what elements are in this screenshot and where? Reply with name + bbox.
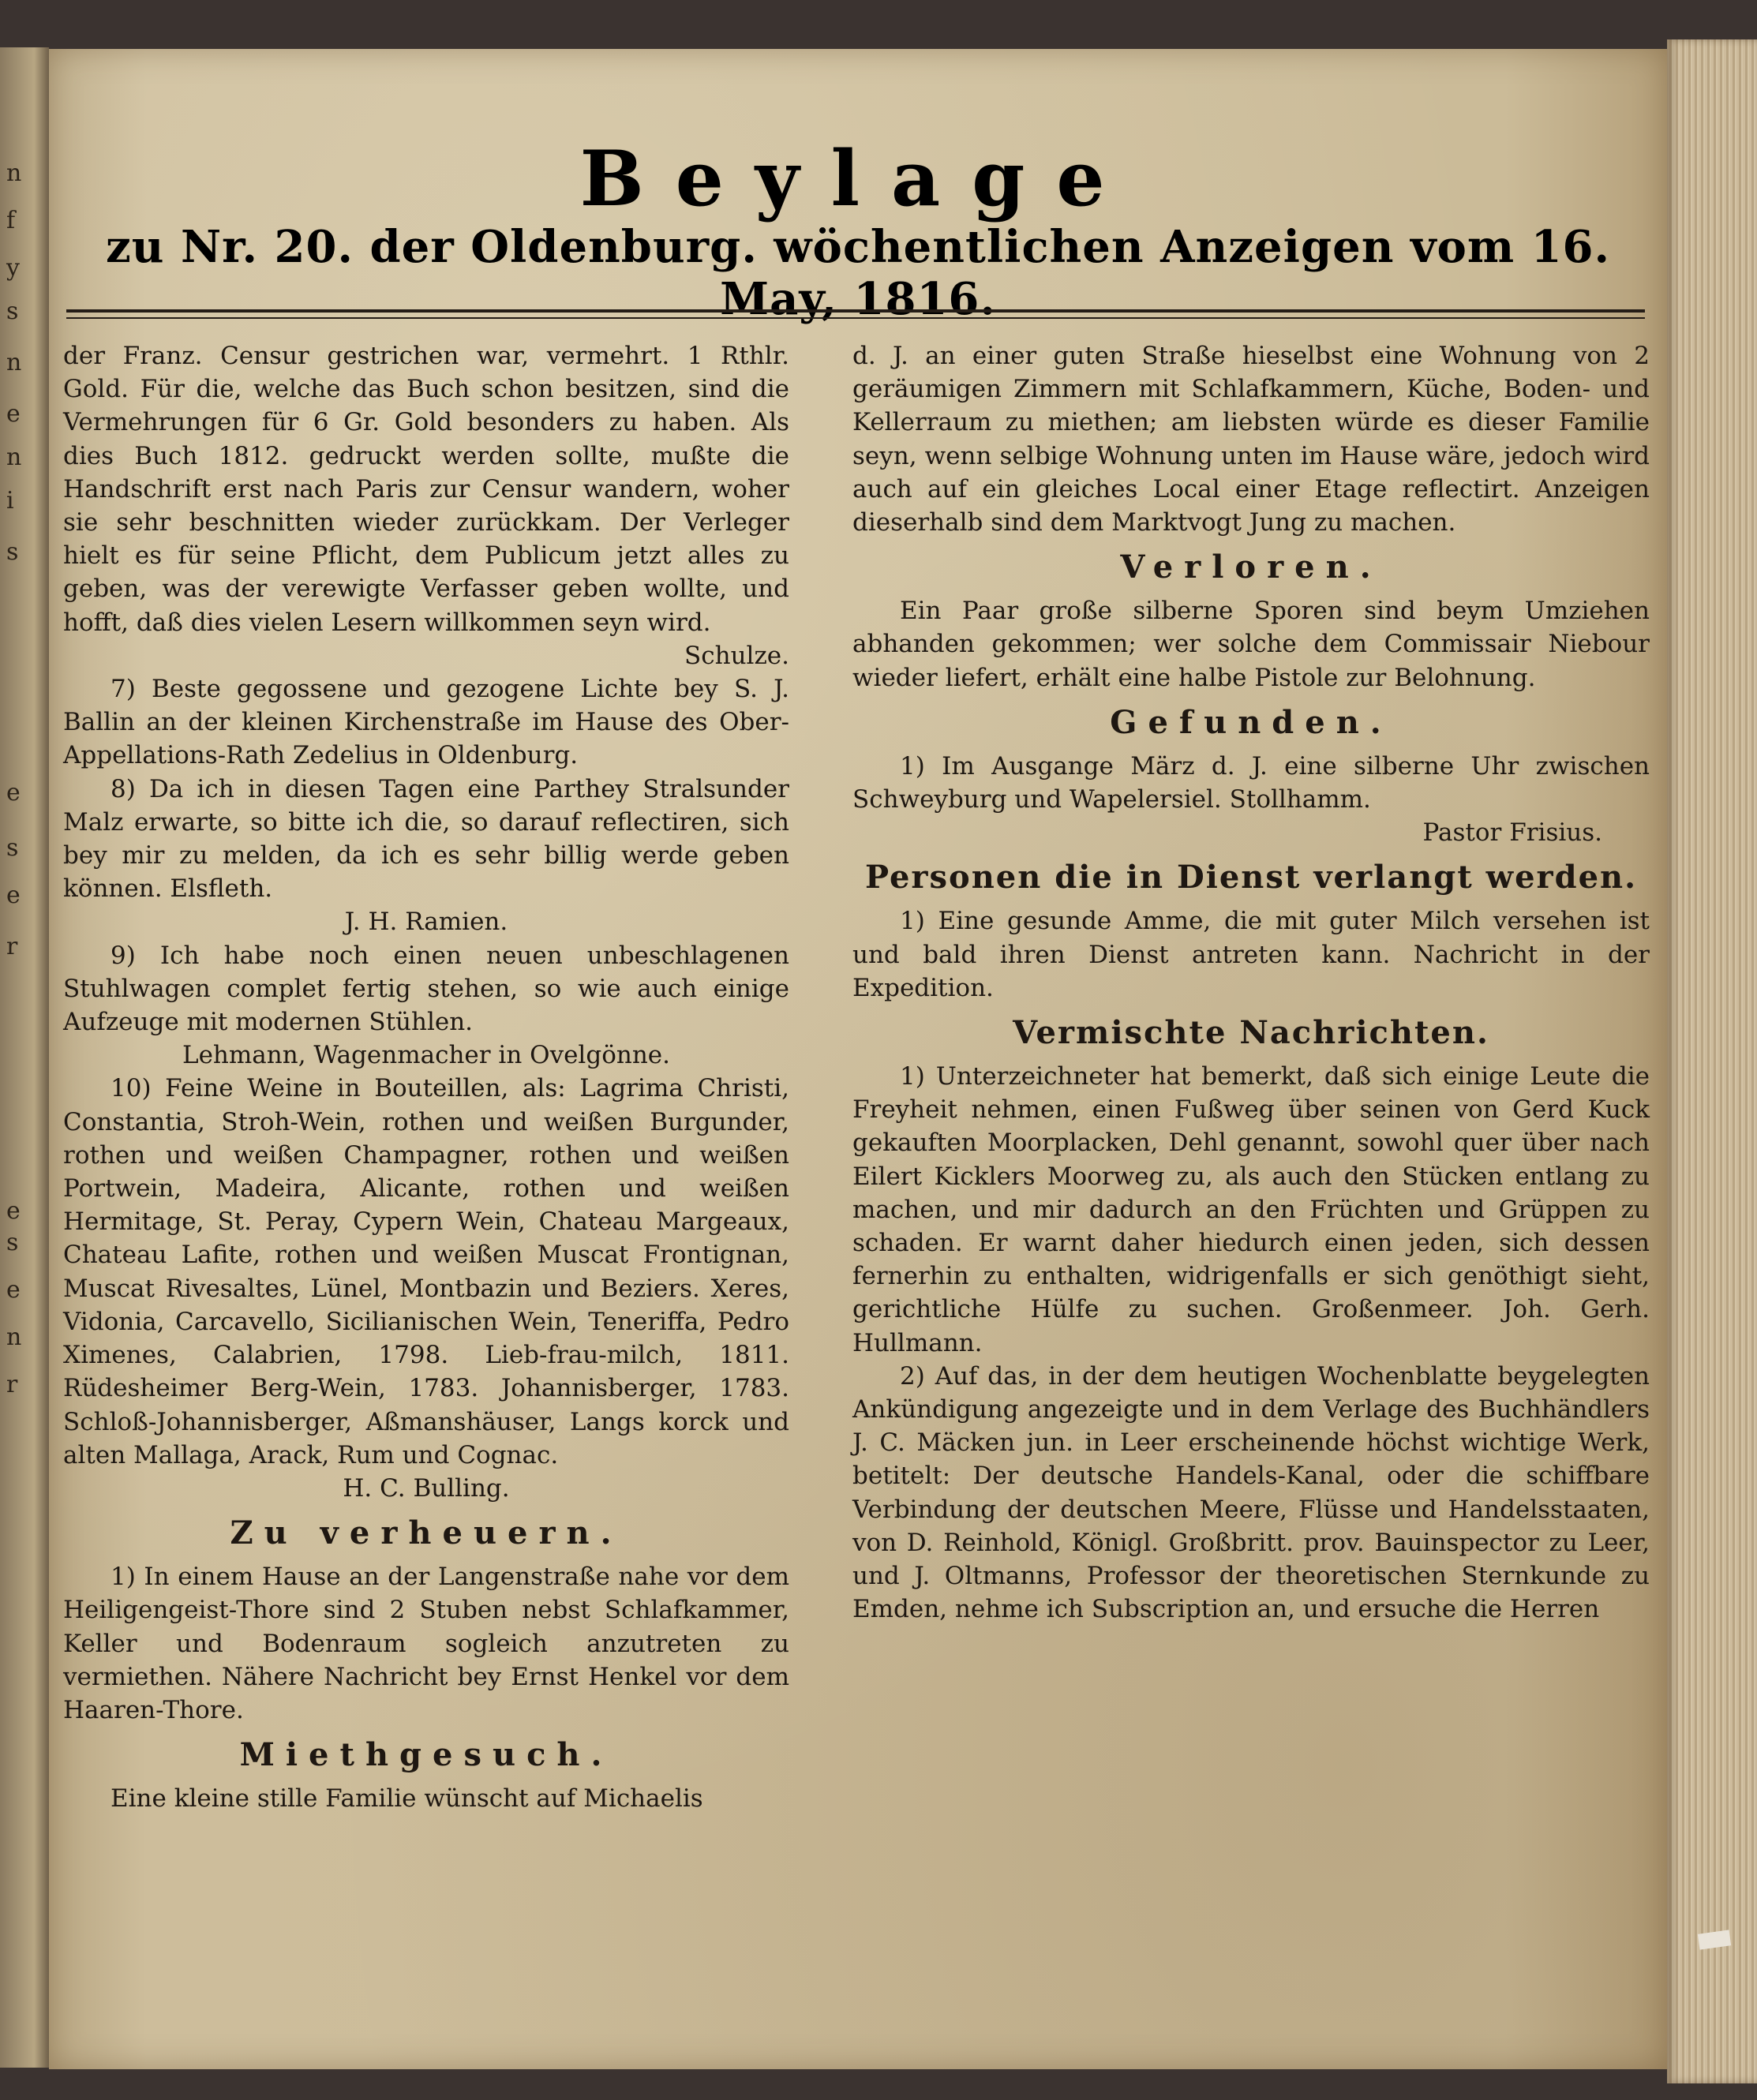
notice-continuation: der Franz. Censur gestrichen war, vermehrt. 1 Rthlr. Gold. Für die, welche das Buch schon besitzen, sind die Vermehrungen für 6 Gr. Gold besonders zu haben. Als dies Buch 1812. gedruckt werden sollte, mußte die Handschrift erst nach Paris zur Censur wandern, woher sie sehr beschnitten wieder zurückkam. Der Verleger hielt es für seine Pflicht, dem Publicum jetzt alles zu geben, was der verewigte Verfasser geben wollte, und hofft, daß dies vielen Lesern willkommen seyn wird. — [63, 342, 789, 637]
notice-personen-1: 1) Eine gesunde Amme, die mit guter Milch versehen ist und bald ihren Dienst antreten kann. Nachricht in der Expedition. — [852, 907, 1650, 1002]
notice-miethgesuch-1: Eine kleine stille Familie wünscht auf Michaelis — [111, 1784, 703, 1814]
fragment-glyph: r — [6, 933, 18, 960]
notice-vermischte-2: 2) Auf das, in der dem heutigen Wochenblatte beygelegten Ankündigung angezeigte und in dem Verlage des Buchhändlers J. C. Mäcken jun. in Leer erscheinende höchst wichtige Werk, betitelt: Der deutsche Handels-Kanal, oder die schiffbare Verbindung der deutschen Meere, Flüsse und Handelsstaaten, von D. Reinhold, Königl. Großbritt. prov. Bauinspector zu Leer, und J. Oltmanns, Professor der theoretischen Sternkunde zu Emden, nehme ich Subscription an, und ersuche die Herren — [852, 1361, 1650, 1624]
section-heading-personen: Personen die in Dienst verlangt werden. — [864, 859, 1638, 897]
section-heading-vermischte: Vermischte Nachrichten. — [1013, 1014, 1489, 1052]
fragment-glyph: s — [6, 298, 19, 325]
fragment-glyph: n — [6, 1323, 22, 1351]
notice-signature: Lehmann, Wagenmacher in Ovelgönne. — [182, 1041, 670, 1070]
page-title: Beylage — [579, 134, 1137, 223]
fragment-glyph: y — [6, 254, 20, 282]
notice-verloren-1: Ein Paar große silberne Sporen sind beym Umziehen abhanden gekommen; wer solche dem Commissair Niebour wieder liefert, erhält eine halbe Pistole zur Belohnung. — [852, 597, 1650, 692]
section-heading-verloren: Verloren. — [1120, 548, 1382, 586]
left-column — [63, 339, 789, 1815]
header-rule — [66, 309, 1645, 319]
fragment-glyph: n — [6, 444, 22, 471]
fragment-glyph: r — [6, 1371, 18, 1398]
section-heading-verheuern: Zu verheuern. — [230, 1514, 623, 1552]
section-heading-gefunden: Gefunden. — [1110, 703, 1392, 741]
fragment-glyph: i — [6, 487, 14, 515]
notice-item-9: 9) Ich habe noch einen neuen unbeschlagenen Stuhlwagen complet fertig stehen, so wie auch einige Aufzeuge mit modernen Stühlen. — [63, 941, 789, 1037]
section-heading-miethgesuch: Miethgesuch. — [239, 1736, 613, 1774]
notice-gefunden-1: 1) Im Ausgange März d. J. eine silberne Uhr zwischen Schweyburg und Wapelersiel. Stollhamm. — [852, 751, 1650, 814]
fragment-glyph: e — [6, 779, 21, 807]
fragment-glyph: f — [6, 207, 16, 234]
fragment-glyph: e — [6, 400, 21, 428]
notice-item-10: 10) Feine Weine in Bouteillen, als: Lagrima Christi, Constantia, Stroh-Wein, rothen und weißen Burgunder, rothen und weißen Champagner, rothen und weißen Portwein, Madeira, Alicante, rothen und weißen Hermitage, St. Peray, Cypern Wein, Chateau Margeaux, Chateau Lafite, rothen und weißen Muscat Frontignan, Muscat Rivesaltes, Lünel, Montbazin und Beziers. Xeres, Vidonia, Carcavello, Sicilianischen Wein, Teneriffa, Pedro Ximenes, Calabrien, 1798. Lieb-frau-milch, 1811. Rüdesheimer Berg-Wein, 1783. Johannisberger, 1783. Schloß-Johannisberger, Aßmanshäuser, Langs korck und alten Mallaga, Arack, Rum und Cognac. — [63, 1074, 789, 1469]
fragment-glyph: n — [6, 159, 22, 187]
notice-signature: J. H. Ramien. — [344, 908, 508, 937]
fragment-glyph: s — [6, 834, 19, 862]
notice-signature: Pastor Frisius. — [1422, 818, 1602, 848]
adjacent-page-edge — [0, 47, 49, 2068]
notice-continuation: d. J. an einer guten Straße hieselbst eine Wohnung von 2 geräumigen Zimmern mit Schlafkammern, Küche, Boden- und Kellerraum zu miethen; am liebsten würde es dieser Familie seyn, wenn selbige Wohnung unten im Hause wäre, jedoch wird auch auf ein gleiches Local einer Etage reflectirt. Anzeigen dieserhalb sind dem Marktvogt Jung zu machen. — [852, 342, 1650, 537]
fragment-glyph: e — [6, 1276, 21, 1304]
notice-signature: Schulze. — [684, 641, 789, 670]
notice-verheuern-1: 1) In einem Hause an der Langenstraße nahe vor dem Heiligengeist-Thore sind 2 Stuben nebst Schlafkammer, Keller und Bodenraum sogleich anzutreten zu vermiethen. Nähere Nachricht bey Ernst Henkel vor dem Haaren-Thore. — [63, 1563, 789, 1724]
notice-vermischte-1: 1) Unterzeichneter hat bemerkt, daß sich einige Leute die Freyheit nehmen, einen Fußweg über seinen von Gerd Kuck gekauften Moorplacken, Dehl genannt, sowohl quer über nach Eilert Kicklers Moorweg zu, als auch den Stücken entlang zu machen, und mir dadurch an den Früchten und Grüppen zu schaden. Er warnt daher hiedurch einen jeden, sich dessen fernerhin zu enthalten, widrigenfalls er sich genöthigt sieht, gerichtliche Hülfe zu suchen. Großenmeer. Joh. Gerh. Hullmann. — [852, 1062, 1650, 1357]
newspaper-page — [49, 49, 1667, 2069]
notice-item-7: 7) Beste gegossene und gezogene Lichte bey S. J. Ballin an der kleinen Kirchenstraße im Hause des Ober-Appellations-Rath Zedelius in Oldenburg. — [63, 675, 789, 770]
fragment-glyph: n — [6, 349, 22, 376]
fragment-glyph: e — [6, 1197, 21, 1225]
fragment-glyph: s — [6, 538, 19, 566]
page-subtitle: zu Nr. 20. der Oldenburg. wöchentlichen Anzeigen vom 16. May, 1816. — [105, 221, 1611, 325]
page-stack-edge — [1667, 39, 1757, 2083]
right-column — [852, 339, 1650, 1626]
fragment-glyph: e — [6, 882, 21, 909]
notice-signature: H. C. Bulling. — [343, 1473, 510, 1503]
notice-item-8: 8) Da ich in diesen Tagen eine Parthey Stralsunder Malz erwarte, so bitte ich die, so darauf reflectiren, sich bey mir zu melden, da ich es sehr billig werde geben können. Elsfleth. — [63, 774, 789, 904]
fragment-glyph: s — [6, 1229, 19, 1256]
